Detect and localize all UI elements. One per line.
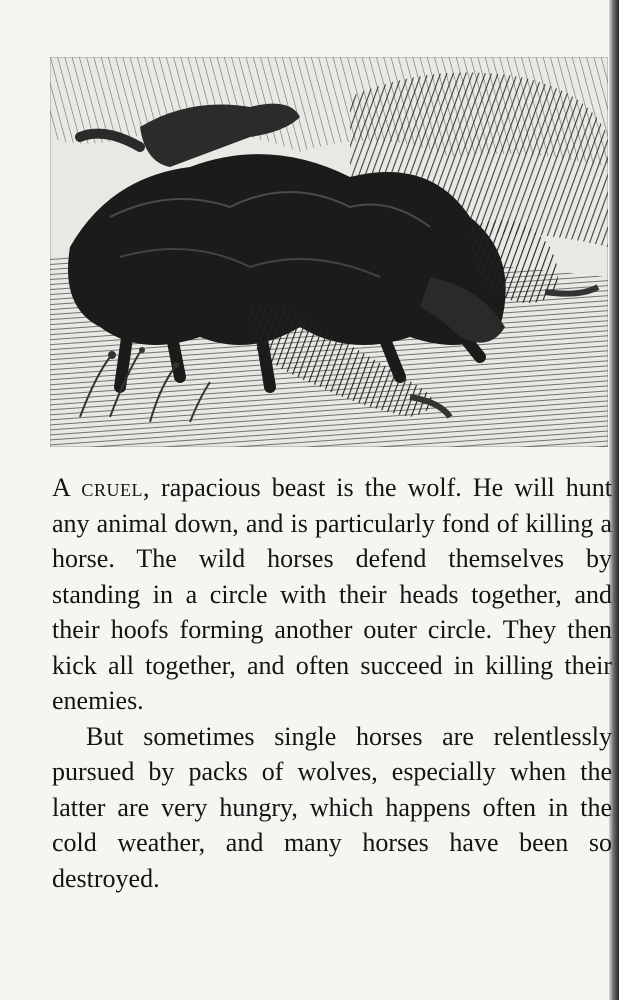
body-text — [52, 470, 612, 896]
paragraph-2: But sometimes single horses are relentlessly pursued by packs of wolves, especially when the latter are very hungry, which happens often in the cold weather, and many horses have been so destroyed. — [52, 721, 612, 893]
paragraph-1-body: rapacious beast is the wolf. He will hunt any animal down, and is particularly fond of killing a horse. The wild horses defend themselves by standing in a circle with their heads together, and their hoofs forming another outer circle. They then kick all together, and often succeed in killing their enemies. — [52, 473, 613, 715]
wolf-attack-illustration — [50, 57, 608, 447]
paragraph-1 — [52, 470, 612, 719]
paragraph-1-lead: A cruel, — [52, 473, 150, 502]
engraving-image — [50, 57, 608, 447]
